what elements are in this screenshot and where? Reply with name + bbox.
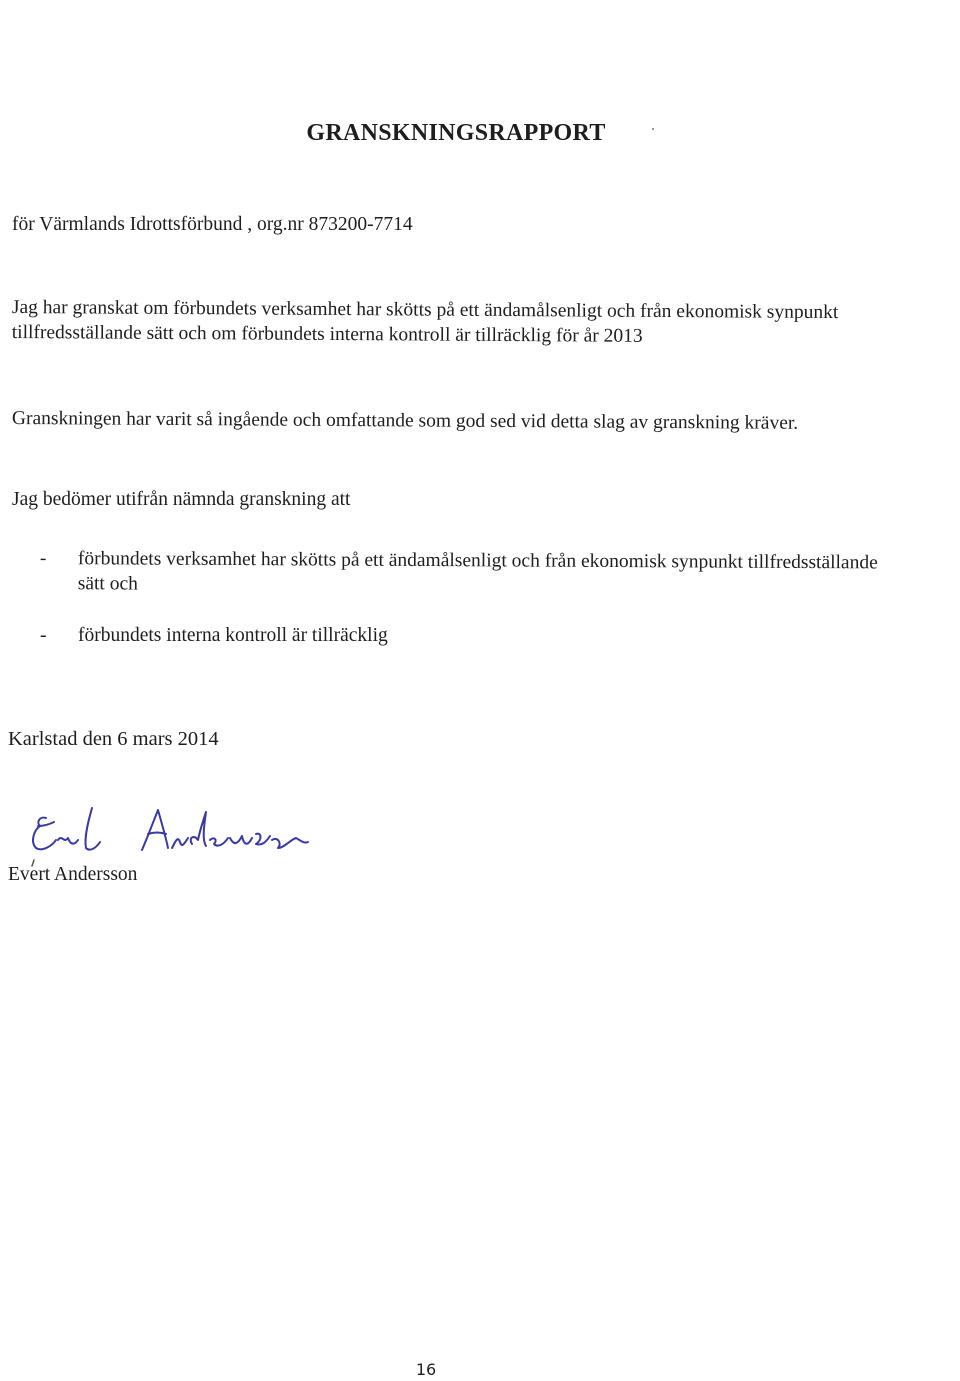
assessment-bullet (39, 546, 900, 595)
page-number: 16 (415, 1360, 437, 1379)
bullet-dash: - (40, 625, 47, 646)
place-and-date: Karlstad den 6 mars 2014 (8, 728, 219, 750)
bullet-text: förbundets interna kontroll är tillräcklig (78, 625, 388, 646)
bullet-dash: - (39, 548, 47, 570)
organization-line: för Värmlands Idrottsförbund , org.nr 873200-7714 (12, 214, 413, 235)
paragraph-method: Granskningen har varit så ingående och omfattande som god sed vid detta slag av granskning kräver. (11, 407, 799, 434)
report-title: GRANSKNINGSRAPPORT (306, 120, 606, 146)
scan-speck (652, 128, 654, 130)
bullet-text: förbundets verksamhet har skötts på ett ändamålsenligt och från ekonomisk synpunkt tillfredsställande sätt och (77, 548, 878, 595)
signer-name: Evert Andersson (8, 864, 138, 885)
paragraph-assessment-intro: Jag bedömer utifrån nämnda granskning att (12, 489, 351, 510)
paragraph-scope: Jag har granskat om förbundets verksamhet har skötts på ett ändamålsenligt och från ekonomisk synpunkt tillfredsställande sätt och om förbundets interna kontroll är tillräcklig för år 2013 (11, 296, 839, 347)
